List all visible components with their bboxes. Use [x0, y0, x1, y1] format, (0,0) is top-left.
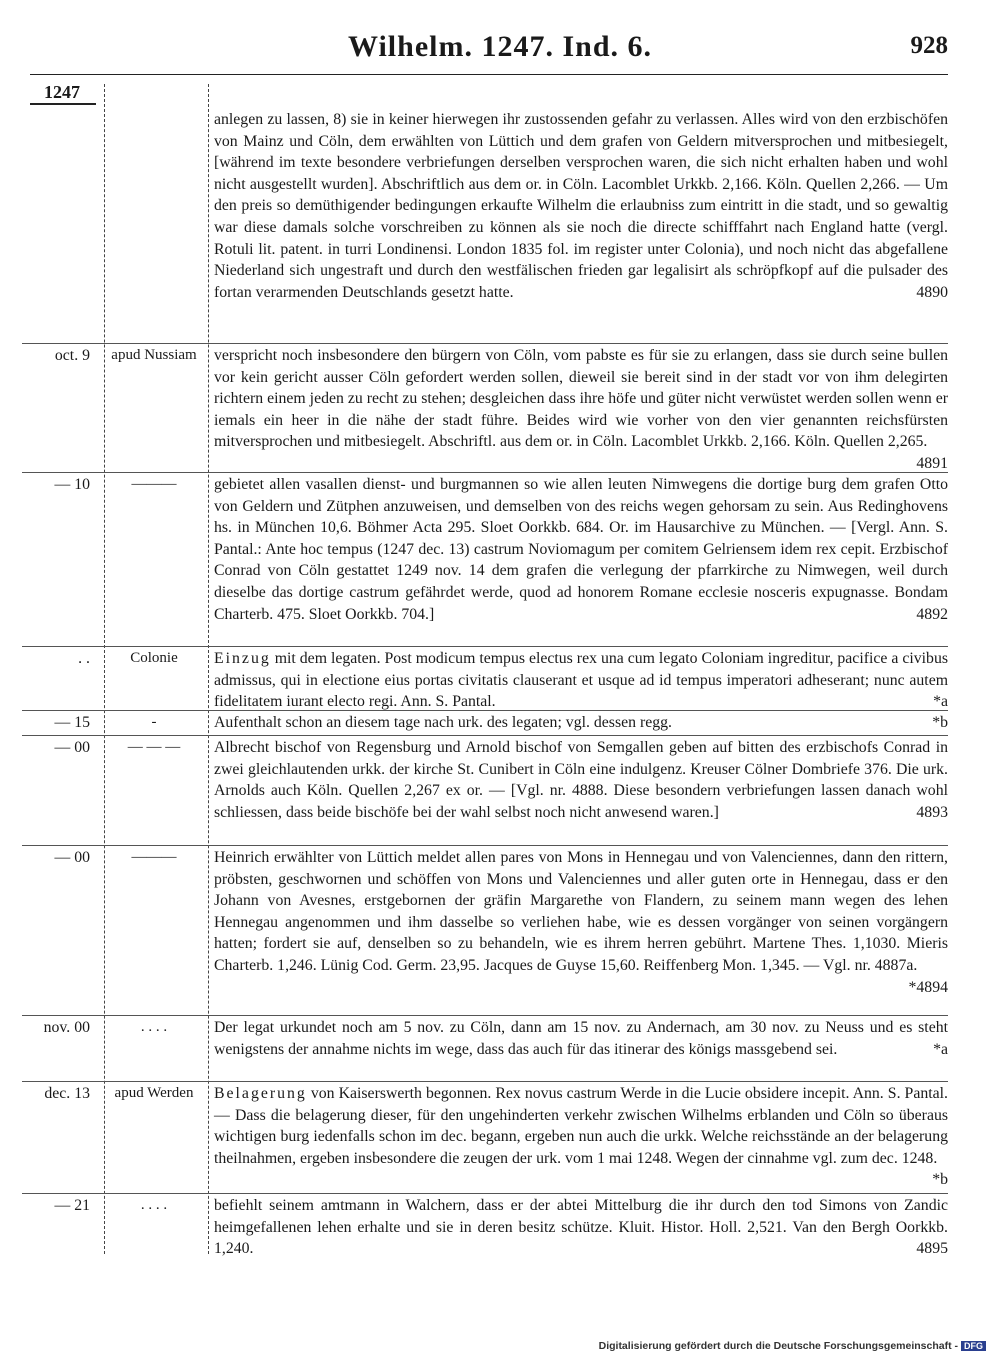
entry-body: Aufenthalt schon an diesem tage nach urk. des legaten; vgl. dessen regg.	[214, 714, 672, 731]
entry-number: *a	[933, 1040, 948, 1058]
entry-separator	[22, 735, 948, 736]
entry-number: 4892	[916, 605, 948, 623]
entry-separator	[22, 710, 948, 711]
entry-number: 4891	[916, 454, 948, 472]
entry-text	[214, 1017, 948, 1060]
entry-separator	[22, 472, 948, 473]
entry-date: — 00	[54, 849, 90, 866]
entry-number: *b	[932, 1171, 948, 1189]
entry-date: — 00	[54, 739, 90, 756]
entry-text	[214, 345, 948, 475]
entry-body: verspricht noch insbesondere den bürgern von Cöln, vom pabste es für sie zu erlangen, dass sie durch seine bullen vor kein gericht ausser Cöln gefordert werden sollen, dieweil sie bereit sind in der stadt vor von ihm delegirten richtern einem jeden zu recht zu stehen; desgleichen dass ihre höfe und güter nicht verwüstet werden sollen wenn er iemals ein heer in die nähe der stadt führe. Beides wird wie vorher von den vier genannten reichsfürsten mitversprochen und mitbesiegelt. Abschriftl. aus dem or. in Cöln. Lacomblet Urkkb. 2,166. Köln. Quellen 2,265.	[214, 347, 948, 451]
entry-separator	[22, 845, 948, 846]
entry-number: 4893	[916, 803, 948, 821]
entry-body: Albrecht bischof von Regensburg und Arnold bischof von Semgallen geben auf bitten des erzbischofs Conrad in zwei gleichlautenden urkk. der kirche St. Cunibert in Cöln eine indulgenz. Kreuser Cölner Dombriefe 376. Die urk. Arnolds auch Köln. Quellen 2,267 ex or. — [Vgl. nr. 4888. Diese besondern verbriefungen lassen danach wohl schliessen, dass beide bischöfe bei der wahl selbst noch nicht anwesend waren.]	[214, 739, 948, 821]
year-rule	[30, 103, 96, 105]
page-header	[0, 30, 1000, 70]
entry-date: — 10	[54, 476, 90, 493]
entry-place: . . . .	[140, 1197, 168, 1213]
entry-body: gebietet allen vasallen dienst- und burgmannen so wie allen leuten Nimwegens die dortige burg dem grafen Otto von Geldern und Zütphen anzuweisen, und demselben von des reichs wegen gehorsam zu sein. Aus Redinghovens hs. in München 10,6. Böhmer Acta 295. Sloet Oorkkb. 684. Or. im Hausarchive zu München. — [Vergl. Ann. S. Pantal.: Ante hoc tempus (1247 dec. 13) castrum Noviomagum per comitem Gelriensem idem rex cepit. Erzbischof Conrad von Cöln gestattet 1249 nov. 14 dem grafen die verlegung der pfarrkirche zu Nimwegen, weil durch dieselbe das dortige castrum gefährdet werde, quod ad honorem Romane ecclesie nosceris expugnasse. Bondam Charterb. 475. Sloet Oorkkb. 704.]	[214, 476, 948, 623]
entry-date: — 15	[54, 714, 90, 731]
entry-text	[214, 1195, 948, 1260]
entry-separator	[22, 343, 948, 344]
dfg-footer	[599, 1340, 986, 1352]
entry-number: *b	[932, 714, 948, 731]
footer-text: Digitalisierung gefördert durch die Deutsche Forschungsgemeinschaft -	[598, 1340, 958, 1352]
entry-separator	[22, 646, 948, 647]
entry-lead-word: Belagerung	[214, 1085, 307, 1102]
entry-date: . .	[78, 650, 90, 667]
column-divider-place	[208, 84, 209, 1254]
entry-number: 4890	[916, 283, 948, 301]
entry-text	[214, 648, 948, 713]
entry-body: Heinrich erwählter von Lüttich meldet allen pares von Mons in Hennegau und von Valenciennes, dann den rittern, pröbsten, geschwornen und schöffen von Mons und Valenciennes und aller guten orte in Hennegau, dass er den Johann von Avesnes, erstgebornen der gräfin Margarethe von Flandern, zu seinem mann wegen des lehen Hennegau angenommen und ihm dasselbe so verliehen habe, wie es dessen vorgänger von seinen vorgängern hatten; fordert sie auf, denselben so zu behandeln, wie es ihrem herren gebührt. Martene Thes. 1,1030. Mieris Charterb. 1,246. Lünig Cod. Germ. 23,95. Jacques de Guyse 15,60. Reiffenberg Mon. 1,345. — Vgl. nr. 4887a.	[214, 849, 948, 974]
entry-lead-word: Einzug	[214, 650, 271, 667]
entry-separator	[22, 1015, 948, 1016]
entry-number: *4894	[908, 978, 948, 996]
entry-text	[214, 737, 948, 823]
entry-date: nov. 00	[43, 1019, 90, 1036]
entry-place: Colonie	[130, 650, 178, 666]
entry-text	[214, 712, 948, 734]
entry-body: anlegen zu lassen, 8) sie in keiner hierwegen ihr zustossenden gefahr zu verlassen. Alles wird von den erzbischöfen von Mainz und Cöln, dem erwählten von Lüttich und dem grafen von Geldern mitversprochen und mitbesiegelt, [während im texte besondere verbriefungen derselben versprochen waren, die sich nicht erhalten haben und wohl nicht ausgestellt wurden]. Abschriftlich aus dem or. in Cöln. Lacomblet Urkkb. 2,166. Köln. Quellen 2,266. — Um den preis so demüthigender bedingungen erkaufte Wilhelm die erlaubniss zum eintritt in die stadt, und so gewaltig war diese damals solche vorschreiben zu können als sie noch die directe schifffahrt nach England hatte (vergl. Rotuli lit. patent. in turri Londinensi. London 1835 fol. im register unter Colonia), und noch nicht das abgefallene Niederland sich ungestraft und durch den westfälischen frieden gar legalisirt als schröpfkopf auf die pulsader des fortan verarmenden Deutschlands gesetzt hatte.	[214, 111, 948, 301]
entry-place: apud Werden	[114, 1085, 194, 1101]
entry-text	[214, 109, 948, 303]
page-title: Wilhelm. 1247. Ind. 6.	[348, 30, 652, 63]
dfg-logo: DFG	[961, 1341, 986, 1351]
entry-date: — 21	[54, 1197, 90, 1214]
entry-place: . . . .	[140, 1019, 168, 1035]
entry-body: mit dem legaten. Post modicum tempus electus rex una cum legato Coloniam ingreditur, pacifice a civibus admissus, qui in electione eius portas civitatis clauserant et usque ad id tempus imperatori adheserant; nunc autem fidelitatem iurant electo regi. Ann. S. Pantal.	[214, 650, 948, 711]
entry-text	[214, 1083, 948, 1191]
entry-text	[214, 474, 948, 625]
entry-place: — — —	[127, 739, 181, 755]
entry-separator	[22, 1081, 948, 1082]
entry-number: 4895	[916, 1240, 948, 1258]
year-label: 1247	[44, 82, 80, 102]
header-rule	[30, 74, 948, 75]
entry-body: Der legat urkundet noch am 5 nov. zu Cöln, dann am 15 nov. zu Andernach, am 30 nov. zu Neuss und es steht wenigstens der annahme nichts im wege, dass das auch für das itinerar des königs massgebend sei.	[214, 1019, 948, 1058]
entry-body: von Kaiserswerth begonnen. Rex novus castrum Werde in die Lucie obsidere incepit. Ann. S. Pantal. — Dass die belagerung dieser, für den ungehinderten verkehr zwischen Wilhelms erblanden und Cöln so überaus wichtigen burg iedenfalls schon im dec. begann, ergeben nun auch die urkk. Welche reichsstände an der belagerung theilnahmen, ergeben insbesondere die zeugen der urk. vom 1 mai 1248. Wegen der cinnahme vgl. zum dec. 1248.	[214, 1085, 948, 1167]
entry-separator	[22, 1193, 948, 1194]
entry-place: ———	[131, 476, 177, 492]
page-number: 928	[910, 32, 948, 59]
entry-text	[214, 847, 948, 998]
entry-date: dec. 13	[44, 1085, 90, 1102]
entry-place: ———	[131, 849, 177, 865]
entry-place: apud Nussiam	[111, 347, 197, 363]
entry-date: oct. 9	[54, 347, 90, 364]
entry-place: -	[151, 714, 157, 730]
entry-body: befiehlt seinem amtmann in Walchern, dass er der abtei Mittelburg die ihr durch den tod Simons von Zandic heimgefallenen lehen erhalte und sie in deren besitz schütze. Kluit. Histor. Holl. 2,521. Van den Bergh Oorkkb. 1,240.	[214, 1197, 948, 1258]
entry-number: *a	[933, 693, 948, 711]
